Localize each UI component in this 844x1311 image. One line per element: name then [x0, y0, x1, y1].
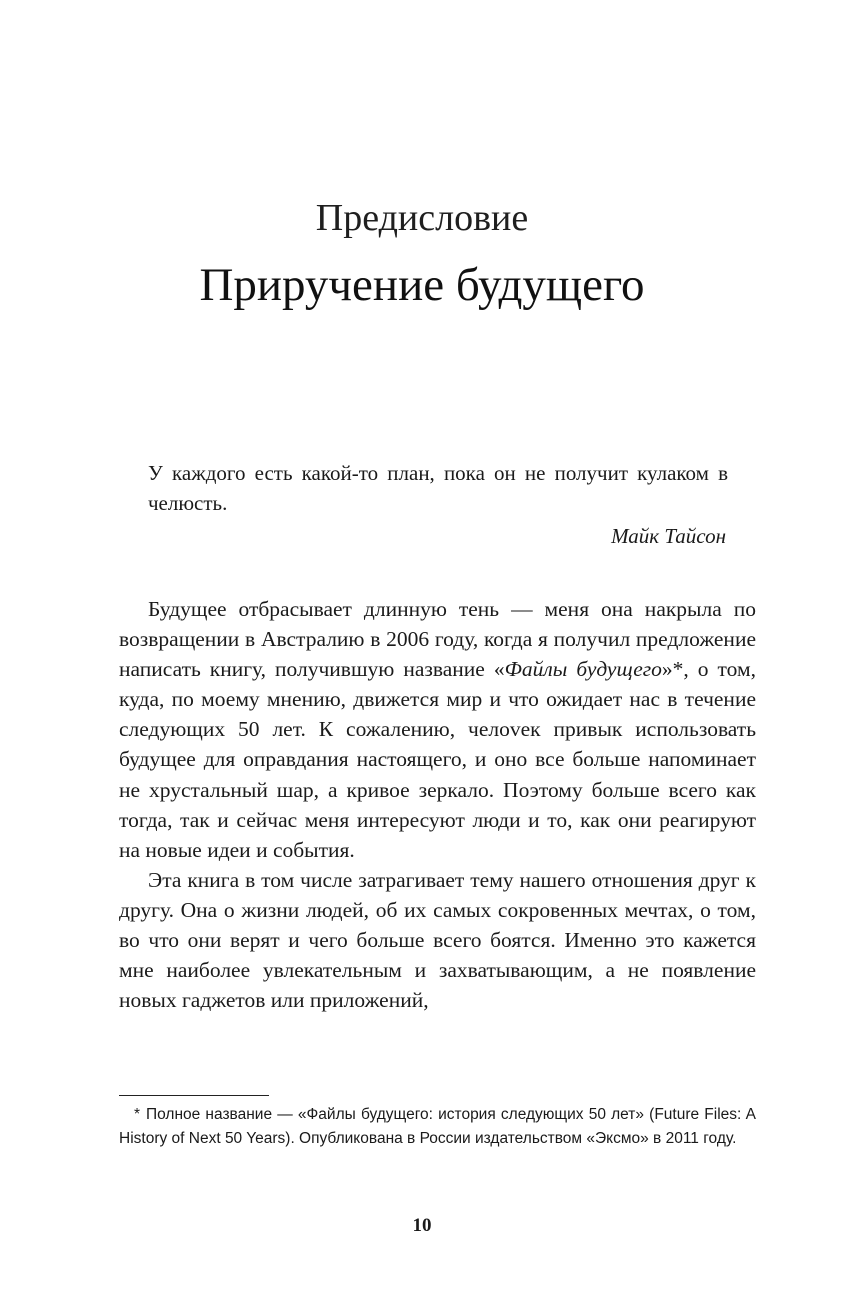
- book-title-italic: Файлы будущего: [504, 657, 662, 682]
- paragraph-1-text-end: »*, о том, куда, по моему мнению, движется мир и что ожидает нас в течение следующих 50 лет. К сожалению, челоvек привык использовать будущее для оправдания настоящего, и оно все больше напоминает не хрустальный шар, а кривое зеркало. Поэтому больше всего как тогда, так и сейчас меня интересуют люди и то, как они реагируют на новые идеи и события.: [119, 657, 756, 862]
- chapter-label: Предисловие: [315, 197, 529, 239]
- chapter-title: Приручение будущего: [199, 259, 645, 311]
- paragraph-2: Эта книга в том числе затрагивает тему нашего отношения друг к другу. Она о жизни людей, об их самых сокровенных мечтах, о том, во что они верят и чего больше всего боятся. Именно это кажется мне наиболее увлекательным и захватывающим, а не появление новых гаджетов или приложений,: [119, 867, 756, 1013]
- paragraph-1: [119, 594, 756, 865]
- page-number: 10: [412, 1215, 432, 1236]
- body-text: [119, 594, 756, 1015]
- footnote-mark: *: [133, 1106, 140, 1123]
- epigraph-quote: У каждого есть какой-то план, пока он не получит кулаком в челюсть.: [148, 461, 728, 515]
- paragraph-1-text-start: Будущее отбрасывает длинную тень — меня она накрыла по возвращении в Австралию в 2006 году, когда я получил предложение написать книгу, получившую название «: [119, 597, 756, 682]
- epigraph-author: Майк Тайсон: [611, 524, 726, 548]
- footnote-divider: [119, 1095, 269, 1096]
- footnote: [119, 1103, 756, 1150]
- footnote-text: Полное название — «Файлы будущего: история следующих 50 лет» (Future Files: A History of Next 50 Years). Опубликована в России издательством «Эксмо» в 2011 году.: [119, 1106, 756, 1147]
